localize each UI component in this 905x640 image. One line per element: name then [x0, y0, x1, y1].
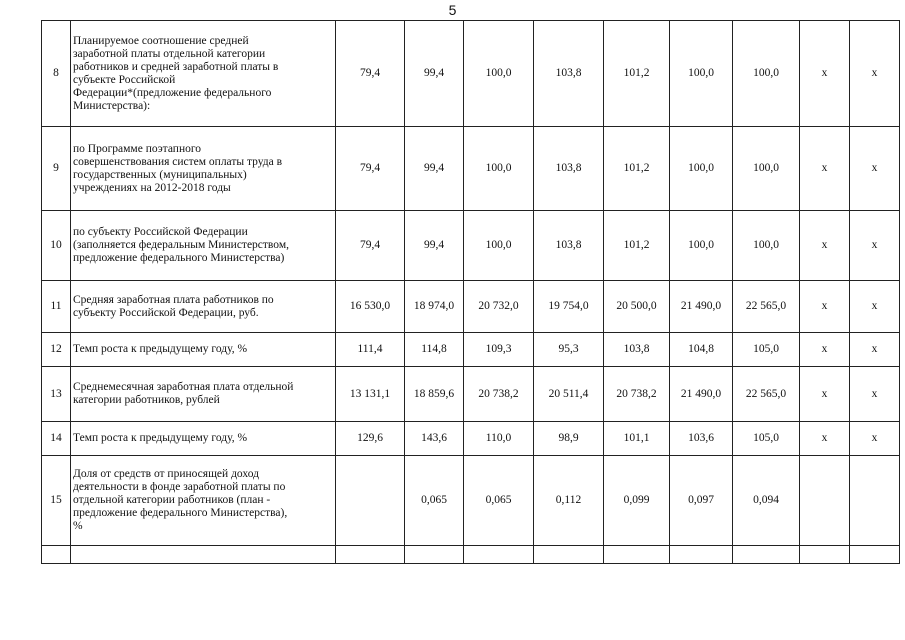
value-cell [733, 546, 800, 564]
value-cell: 105,0 [733, 333, 800, 367]
row-description [71, 422, 336, 456]
value-cell [464, 546, 534, 564]
x-mark-cell: x [800, 127, 850, 211]
x-mark-cell: x [850, 127, 900, 211]
value-cell: 19 754,0 [534, 281, 604, 333]
value-cell: 0,065 [405, 456, 464, 546]
x-mark-cell: x [850, 367, 900, 422]
description-line: (заполняется федеральным Министерством, [73, 239, 289, 251]
value-cell [336, 546, 405, 564]
value-cell: 79,4 [336, 21, 405, 127]
value-cell: 100,0 [464, 127, 534, 211]
row-number: 10 [42, 211, 71, 281]
table-row [42, 333, 900, 367]
x-mark-cell: x [800, 21, 850, 127]
row-number: 9 [42, 127, 71, 211]
description-line: предложение федерального Министерства) [73, 252, 285, 264]
x-mark-cell: x [850, 281, 900, 333]
value-cell: 16 530,0 [336, 281, 405, 333]
x-mark-cell [850, 456, 900, 546]
value-cell: 101,2 [604, 21, 670, 127]
table-row [42, 211, 900, 281]
value-cell: 143,6 [405, 422, 464, 456]
data-table [41, 20, 900, 564]
row-description [71, 367, 336, 422]
x-mark-cell: x [800, 422, 850, 456]
x-mark-cell: x [850, 21, 900, 127]
row-number [42, 546, 71, 564]
x-mark-cell [800, 456, 850, 546]
value-cell: 114,8 [405, 333, 464, 367]
description-line: государственных (муниципальных) [73, 168, 247, 181]
value-cell: 18 859,6 [405, 367, 464, 422]
value-cell: 79,4 [336, 127, 405, 211]
x-mark-cell [800, 546, 850, 564]
value-cell: 100,0 [733, 21, 800, 127]
row-description [71, 21, 336, 127]
value-cell [670, 546, 733, 564]
value-cell [336, 456, 405, 546]
row-number: 13 [42, 367, 71, 422]
value-cell: 103,6 [670, 422, 733, 456]
description-line: субъекту Российской Федерации, руб. [73, 306, 259, 319]
description-line: категории работников, рублей [73, 394, 220, 406]
row-description [71, 281, 336, 333]
x-mark-cell [850, 546, 900, 564]
value-cell: 18 974,0 [405, 281, 464, 333]
row-description [71, 546, 336, 564]
table-row [42, 422, 900, 456]
value-cell: 101,2 [604, 127, 670, 211]
value-cell: 79,4 [336, 211, 405, 281]
value-cell: 100,0 [670, 211, 733, 281]
value-cell: 20 738,2 [464, 367, 534, 422]
x-mark-cell: x [850, 333, 900, 367]
value-cell: 100,0 [733, 127, 800, 211]
value-cell: 13 131,1 [336, 367, 405, 422]
value-cell: 0,097 [670, 456, 733, 546]
value-cell: 129,6 [336, 422, 405, 456]
value-cell [604, 546, 670, 564]
description-line: Темп роста к предыдущему году, % [73, 343, 248, 355]
x-mark-cell: x [800, 367, 850, 422]
row-number: 8 [42, 21, 71, 127]
row-number: 11 [42, 281, 71, 333]
value-cell: 100,0 [464, 21, 534, 127]
description-line: отдельной категории работников (план - [73, 494, 271, 506]
value-cell: 22 565,0 [733, 281, 800, 333]
value-cell: 111,4 [336, 333, 405, 367]
value-cell: 20 738,2 [604, 367, 670, 422]
description-line: Средняя заработная плата работников по [73, 293, 274, 306]
description-line: деятельности в фонде заработной платы по [73, 481, 286, 493]
description-line: учреждениях на 2012-2018 годы [73, 181, 231, 194]
table-row [42, 21, 900, 127]
row-number: 12 [42, 333, 71, 367]
description-line: по субъекту Российской Федерации [73, 226, 248, 238]
description-line: Темп роста к предыдущему году, % [73, 432, 248, 444]
description-line: совершенствования систем оплаты труда в [73, 155, 283, 168]
row-description [71, 333, 336, 367]
value-cell [405, 546, 464, 564]
value-cell: 110,0 [464, 422, 534, 456]
x-mark-cell: x [850, 211, 900, 281]
description-line: Планируемое соотношение средней [73, 34, 249, 47]
row-description [71, 211, 336, 281]
description-line: заработной платы отдельной категории [73, 47, 266, 60]
value-cell: 0,065 [464, 456, 534, 546]
value-cell: 20 500,0 [604, 281, 670, 333]
table-row [42, 127, 900, 211]
value-cell: 22 565,0 [733, 367, 800, 422]
value-cell: 100,0 [670, 127, 733, 211]
description-line: Среднемесячная заработная плата отдельной [73, 381, 294, 393]
description-line: % [73, 520, 83, 532]
value-cell: 0,094 [733, 456, 800, 546]
value-cell: 99,4 [405, 127, 464, 211]
value-cell: 0,099 [604, 456, 670, 546]
value-cell: 21 490,0 [670, 281, 733, 333]
description-line: предложение федерального Министерства), [73, 507, 288, 519]
table-body [42, 21, 900, 564]
table-row [42, 281, 900, 333]
description-line: Доля от средств от приносящей доход [73, 468, 259, 480]
value-cell: 99,4 [405, 21, 464, 127]
row-number: 14 [42, 422, 71, 456]
value-cell: 100,0 [464, 211, 534, 281]
value-cell: 103,8 [534, 211, 604, 281]
x-mark-cell: x [800, 281, 850, 333]
value-cell: 98,9 [534, 422, 604, 456]
table-row [42, 546, 900, 564]
value-cell: 100,0 [733, 211, 800, 281]
value-cell: 105,0 [733, 422, 800, 456]
value-cell: 99,4 [405, 211, 464, 281]
value-cell: 103,8 [534, 127, 604, 211]
page-number: 5 [448, 2, 457, 18]
description-line: по Программе поэтапного [73, 142, 202, 155]
value-cell [534, 546, 604, 564]
value-cell: 100,0 [670, 21, 733, 127]
value-cell: 21 490,0 [670, 367, 733, 422]
row-description [71, 456, 336, 546]
value-cell: 20 732,0 [464, 281, 534, 333]
row-description [71, 127, 336, 211]
value-cell: 101,2 [604, 211, 670, 281]
value-cell: 0,112 [534, 456, 604, 546]
table-row [42, 367, 900, 422]
value-cell: 103,8 [534, 21, 604, 127]
value-cell: 101,1 [604, 422, 670, 456]
value-cell: 95,3 [534, 333, 604, 367]
row-number: 15 [42, 456, 71, 546]
description-line: субъекте Российской [73, 73, 176, 86]
x-mark-cell: x [850, 422, 900, 456]
table-row [42, 456, 900, 546]
value-cell: 109,3 [464, 333, 534, 367]
value-cell: 104,8 [670, 333, 733, 367]
description-line: Министерства): [73, 99, 151, 112]
value-cell: 20 511,4 [534, 367, 604, 422]
x-mark-cell: x [800, 211, 850, 281]
x-mark-cell: x [800, 333, 850, 367]
description-line: работников и средней заработной платы в [73, 60, 279, 73]
value-cell: 103,8 [604, 333, 670, 367]
description-line: Федерации*(предложение федерального [73, 86, 272, 99]
